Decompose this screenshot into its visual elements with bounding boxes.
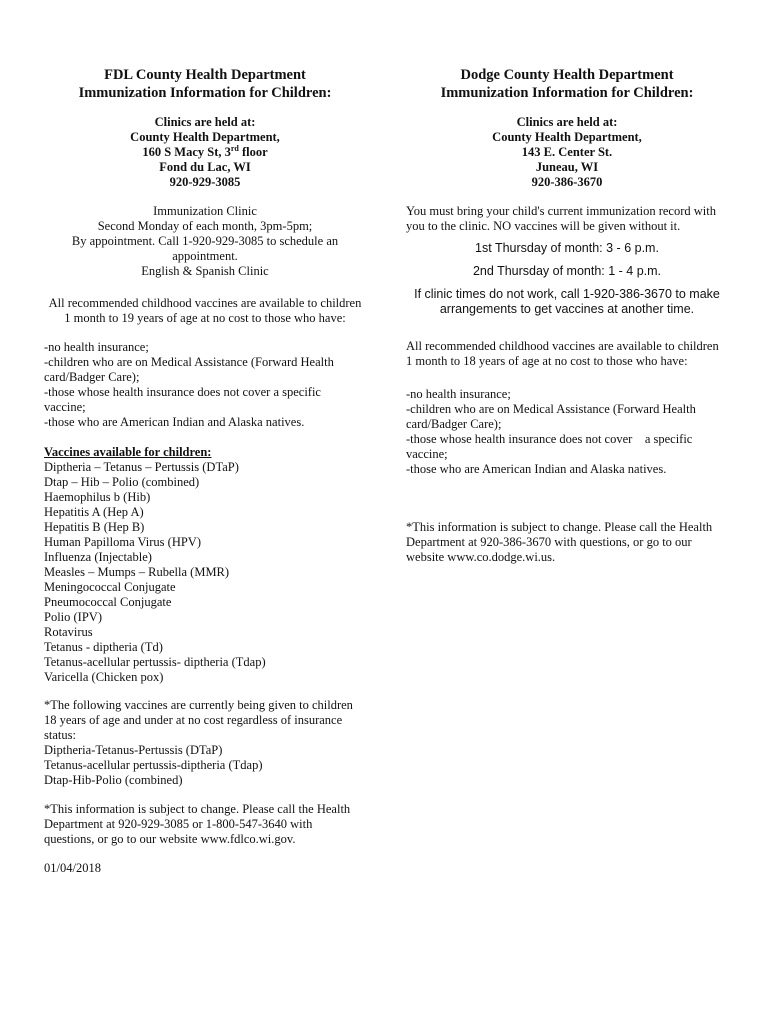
fdl-notice-line: Department at 920-929-3085 or 1-800-547-3640 with: [44, 817, 313, 831]
vaccine-item: Hepatitis A (Hep A): [44, 505, 144, 519]
dodge-title-line: Immunization Information for Children:: [440, 85, 694, 101]
fdl-clinic-line: By appointment. Call 1-920-929-3085 to schedule an: [71, 234, 339, 248]
fdl-criteria-line: card/Badger Care);: [44, 370, 140, 384]
vaccine-item: Pneumococcal Conjugate: [44, 595, 172, 609]
vaccine-item: Haemophilus b (Hib): [44, 490, 151, 504]
fdl-org: County Health Department,: [130, 130, 280, 144]
fdl-address: [44, 115, 366, 190]
fdl-notice: [44, 802, 366, 847]
dodge-address: [406, 115, 728, 190]
dodge-schedule: [406, 241, 728, 256]
dodge-criteria-line: vaccine;: [406, 447, 448, 461]
vaccine-item: Rotavirus: [44, 625, 93, 639]
dodge-schedule-line: 2nd Thursday of month: 1 - 4 p.m.: [472, 264, 662, 278]
fdl-clinic-line: appointment.: [172, 249, 238, 263]
dodge-title-line: Dodge County Health Department: [460, 67, 674, 83]
fdl-date: [44, 861, 366, 876]
fdl-free-line: Diptheria-Tetanus-Pertussis (DTaP): [44, 743, 223, 757]
fdl-criteria-line: -no health insurance;: [44, 340, 149, 354]
fdl-clinic-line: Second Monday of each month, 3pm-5pm;: [97, 219, 313, 233]
fdl-vaccines: [44, 445, 366, 685]
vaccine-item: Measles – Mumps – Rubella (MMR): [44, 565, 230, 579]
vaccine-item: Diptheria – Tetanus – Pertussis (DTaP): [44, 460, 239, 474]
fdl-street: 160 S Macy St, 3rd floor: [142, 144, 268, 159]
dodge-notice: [406, 520, 728, 565]
dodge-record-line: you to the clinic. NO vaccines will be given without it.: [406, 219, 681, 233]
fdl-criteria-line: -children who are on Medical Assistance (Forward Health: [44, 355, 334, 369]
vaccine-item: Hepatitis B (Hep B): [44, 520, 145, 534]
dodge-criteria-line: card/Badger Care);: [406, 417, 502, 431]
dodge-record-notice: [406, 204, 728, 234]
fdl-vaccines-heading: Vaccines available for children:: [44, 445, 212, 459]
dodge-schedule-line: 1st Thursday of month: 3 - 6 p.m.: [475, 241, 659, 255]
fdl-title: [44, 66, 366, 102]
fdl-free-line: Tetanus-acellular pertussis-diptheria (Tdap): [44, 758, 263, 772]
dodge-notice-line: *This information is subject to change. Please call the Health: [406, 520, 713, 534]
dodge-call-line: arrangements to get vaccines at another time.: [439, 302, 695, 316]
vaccine-item: Varicella (Chicken pox): [44, 670, 164, 684]
dodge-eligibility-line: 1 month to 18 years of age at no cost to those who have:: [406, 354, 688, 368]
dodge-criteria-line: -children who are on Medical Assistance (Forward Health: [406, 402, 696, 416]
fdl-free-vaccines: [44, 698, 366, 788]
dodge-eligibility: [406, 339, 728, 369]
vaccine-item: Dtap – Hib – Polio (combined): [44, 475, 200, 489]
dodge-street: 143 E. Center St.: [521, 145, 613, 159]
vaccine-item: Tetanus-acellular pertussis- diptheria (Tdap): [44, 655, 266, 669]
fdl-clinic-line: English & Spanish Clinic: [141, 264, 269, 278]
dodge-clinics-held: Clinics are held at:: [516, 115, 618, 129]
dodge-call-line: If clinic times do not work, call 1-920-386-3670 to make: [414, 287, 720, 301]
dodge-call-notice: [406, 287, 728, 317]
fdl-phone: 920-929-3085: [169, 175, 241, 189]
vaccine-item: Influenza (Injectable): [44, 550, 152, 564]
dodge-notice-line: website www.co.dodge.wi.us.: [406, 550, 556, 564]
fdl-free-line: status:: [44, 728, 76, 742]
dodge-eligibility-line: All recommended childhood vaccines are available to children: [406, 339, 719, 353]
dodge-title: [406, 66, 728, 102]
fdl-criteria: [44, 340, 366, 430]
fdl-clinic-line: Immunization Clinic: [153, 204, 257, 218]
dodge-criteria-line: -those whose health insurance does not cover a specific: [406, 432, 693, 446]
fdl-free-line: 18 years of age and under at no cost regardless of insurance: [44, 713, 343, 727]
fdl-title-line: Immunization Information for Children:: [78, 85, 332, 101]
fdl-city: Fond du Lac, WI: [159, 160, 251, 174]
dodge-record-line: You must bring your child's current immunization record with: [406, 204, 716, 218]
fdl-criteria-line: -those whose health insurance does not cover a specific: [44, 385, 321, 399]
fdl-notice-line: *This information is subject to change. Please call the Health: [44, 802, 351, 816]
fdl-eligibility-line: 1 month to 19 years of age at no cost to those who have:: [64, 311, 346, 325]
fdl-eligibility: [44, 296, 366, 326]
vaccine-item: Tetanus - diptheria (Td): [44, 640, 163, 654]
vaccine-item: Human Papilloma Virus (HPV): [44, 535, 201, 549]
vaccine-item: Polio (IPV): [44, 610, 102, 624]
fdl-criteria-line: vaccine;: [44, 400, 86, 414]
fdl-eligibility-line: All recommended childhood vaccines are available to children: [48, 296, 362, 310]
fdl-free-line: Dtap-Hib-Polio (combined): [44, 773, 183, 787]
fdl-clinics-held: Clinics are held at:: [154, 115, 256, 129]
dodge-org: County Health Department,: [492, 130, 642, 144]
vaccine-item: Meningococcal Conjugate: [44, 580, 176, 594]
fdl-notice-line: questions, or go to our website www.fdlco.wi.gov.: [44, 832, 296, 846]
fdl-free-line: *The following vaccines are currently being given to children: [44, 698, 353, 712]
fdl-title-line: FDL County Health Department: [104, 67, 306, 83]
fdl-criteria-line: -those who are American Indian and Alaska natives.: [44, 415, 305, 429]
dodge-criteria-line: -those who are American Indian and Alaska natives.: [406, 462, 667, 476]
dodge-criteria: [406, 387, 728, 477]
dodge-schedule: [406, 264, 728, 279]
dodge-city: Juneau, WI: [535, 160, 599, 174]
document-date: 01/04/2018: [44, 861, 101, 875]
dodge-phone: 920-386-3670: [531, 175, 603, 189]
dodge-criteria-line: -no health insurance;: [406, 387, 511, 401]
dodge-notice-line: Department at 920-386-3670 with questions, or go to our: [406, 535, 692, 549]
fdl-clinic-info: [44, 204, 366, 279]
